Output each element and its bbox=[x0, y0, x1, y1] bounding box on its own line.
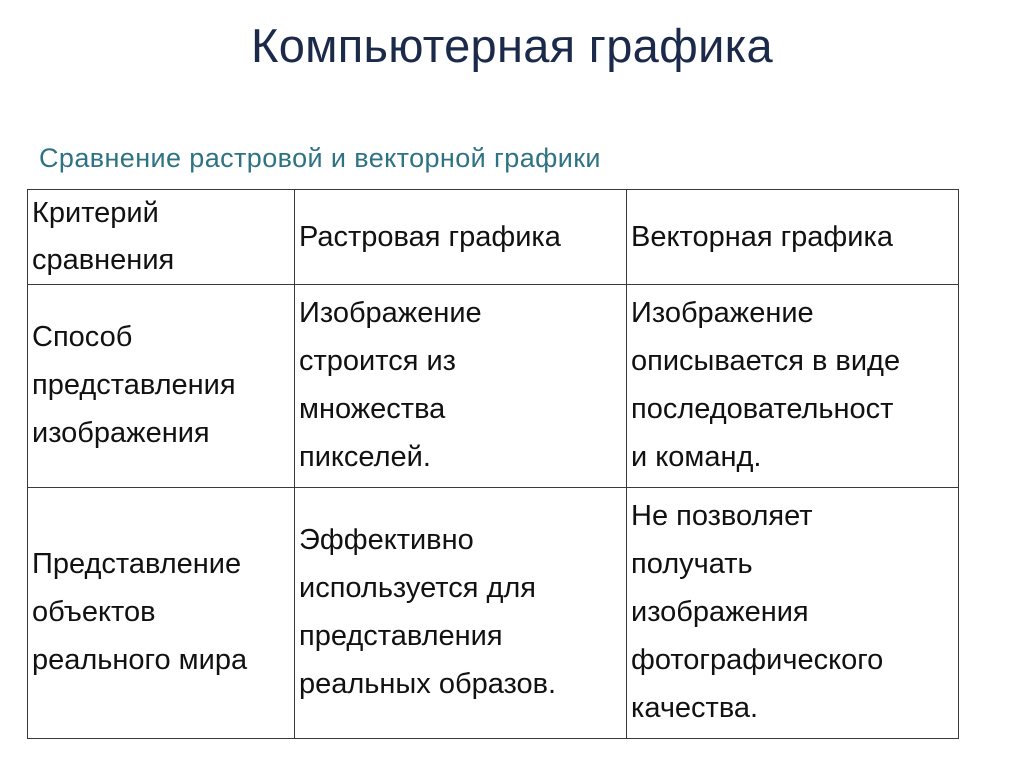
table-row bbox=[28, 285, 959, 488]
row-raster: Изображение строится из множества пикселей. bbox=[295, 285, 627, 488]
header-raster: Растровая графика bbox=[295, 190, 627, 285]
header-criterion: Критерий сравнения bbox=[28, 190, 295, 285]
row-criterion: Представление объектов реального мира bbox=[28, 488, 295, 739]
table-row bbox=[28, 488, 959, 739]
comparison-table bbox=[27, 189, 959, 739]
row-raster: Эффективно используется для представления реальных образов. bbox=[295, 488, 627, 739]
slide-title: Компьютерная графика bbox=[251, 19, 773, 72]
row-vector: Не позволяет получать изображения фотографического качества. bbox=[627, 488, 959, 739]
row-vector: Изображение описывается в виде последовательност и команд. bbox=[627, 285, 959, 488]
slide-subtitle: Сравнение растровой и векторной графики bbox=[39, 143, 601, 173]
header-vector: Векторная графика bbox=[627, 190, 959, 285]
table-header-row bbox=[28, 190, 959, 285]
row-criterion: Способ представления изображения bbox=[28, 285, 295, 488]
